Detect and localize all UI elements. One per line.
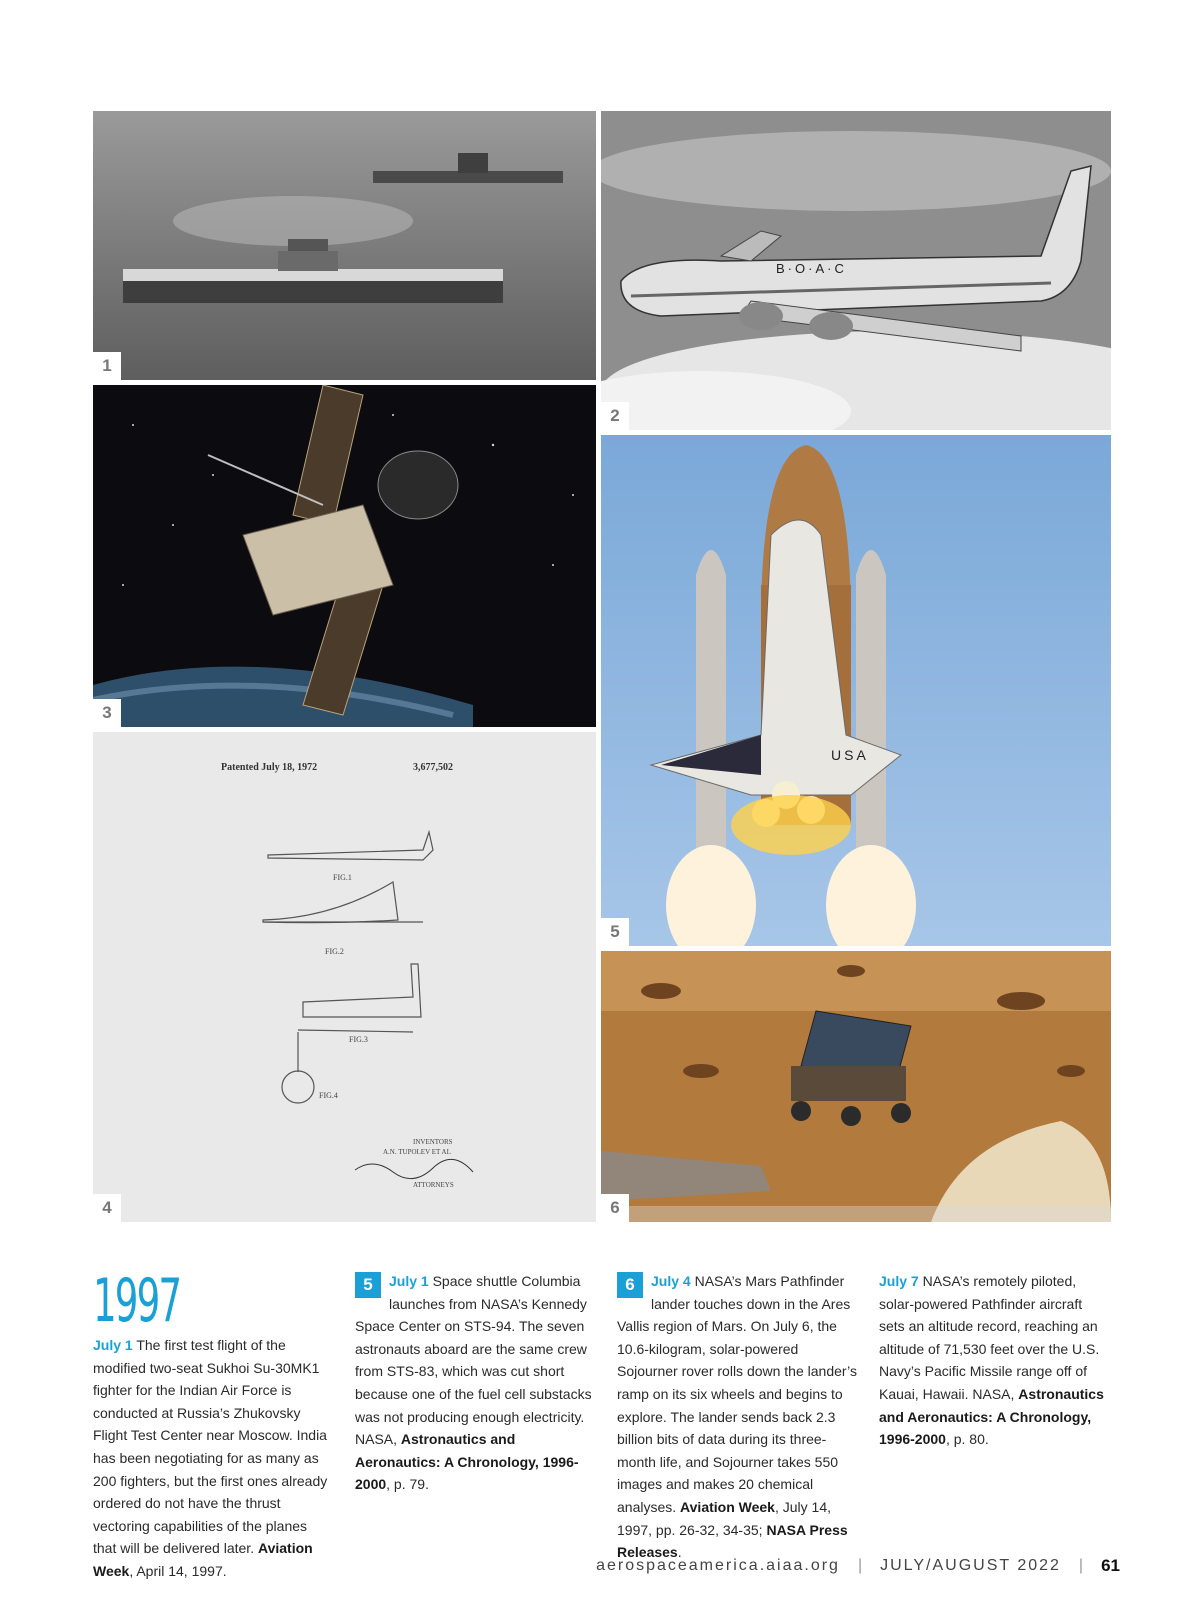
entry-source-detail: , p. 79. [386,1476,429,1493]
photo-shuttle-launch [601,435,1111,946]
patent-fig3-label: FIG.3 [349,1035,368,1044]
photo-number: 1 [93,352,121,380]
entry-text: NASA’s Mars Pathfinder lander touches down in the Ares Vallis region of Mars. On July 6, the 10.6-kilogram, solar-powered Sojourner rover rolls down the lander’s ramp on its six wheels and begins to explore. The lander sends back 2.3 billion bits of data during its three-month life, and Sojourner takes 550 images and makes 20 chemical analyses. [617,1273,857,1515]
shuttle-usa-text: USA [831,747,869,763]
photo-number: 2 [601,402,629,430]
photo-aircraft-carriers [93,111,596,380]
entry-source: Aviation Week [93,1540,313,1579]
entry-source: Astronautics and Aeronautics: A Chronology, 1996-2000 [355,1431,579,1493]
entry-text: Space shuttle Columbia launches from NASA’s Kennedy Space Center on STS-94. The seven astronauts aboard are the same crew from STS-83, which was cut short because one of the fuel cell substacks was not producing enough electricity. NASA, [355,1273,592,1448]
entry-date: July 7 [879,1273,919,1289]
photo-satellite-in-orbit [93,385,596,727]
photo-reference-badge: 5 [355,1272,381,1298]
article-column-3 [617,1270,857,1564]
entry-july-1-columbia [355,1270,595,1496]
entry-date: July 4 [651,1273,691,1289]
entry-july-4-pathfinder [617,1270,857,1564]
entry-source: Astronautics and Aeronautics: A Chronology, 1996-2000 [879,1385,1104,1448]
photo-boac-airliner [601,111,1111,430]
photo-number: 5 [601,918,629,946]
entry-source-detail: , April 14, 1997. [129,1562,227,1579]
aircraft-livery-text: B·O·A·C [776,261,847,276]
photo-number: 3 [93,699,121,727]
footer-separator: | [857,1557,863,1574]
patent-date: Patented July 18, 1972 [221,762,318,773]
patent-number: 3,677,502 [413,762,453,773]
patent-inventors-label: INVENTORS [413,1138,453,1146]
photo-number: 4 [93,1194,121,1222]
footer-separator: | [1078,1557,1084,1574]
entry-date: July 1 [93,1337,133,1353]
entry-source-detail: , July 14, 1997, pp. 26-32, 34-35; [617,1498,831,1538]
year-heading: 1997 [93,1266,181,1336]
footer-site-url: aerospaceamerica.aiaa.org [596,1557,840,1574]
patent-inventor-names: A.N. TUPOLEV ET AL [383,1148,451,1156]
entry-july-1-sukhoi [93,1334,333,1583]
article-column-2 [355,1270,595,1496]
entry-date: July 1 [389,1273,429,1289]
entry-source-2-detail: . [677,1544,682,1561]
photo-reference-badge: 6 [617,1272,643,1298]
patent-fig4-label: FIG.4 [319,1091,338,1100]
patent-fig2-label: FIG.2 [325,947,344,956]
photo-patent-drawing [93,732,596,1222]
patent-attorneys-label: ATTORNEYS [413,1181,454,1189]
entry-source: Aviation Week [680,1498,775,1515]
article-column-1 [93,1266,333,1583]
footer-issue-date: JULY/AUGUST 2022 [880,1557,1061,1574]
entry-source-detail: , p. 80. [945,1431,989,1448]
photo-mars-rover [601,951,1111,1222]
page-footer [596,1556,1120,1576]
photo-number: 6 [601,1194,629,1222]
entry-july-7-solar-aircraft [879,1270,1111,1451]
article-column-4 [879,1270,1111,1451]
entry-text: NASA’s remotely piloted, solar-powered Pathfinder aircraft sets an altitude record, reaching an altitude of 71,530 feet over the U.S. Navy’s Pacific Missile range off of Kauai, Hawaii. NASA, [879,1273,1100,1402]
entry-text: The first test flight of the modified two-seat Sukhoi Su-30MK1 fighter for the Indian Air Force is conducted at Russia’s Zhukovsky Flight Test Center near Moscow. India has been negotiating for as many as 200 fighters, but the first ones already ordered do not have the thrust vectoring capabilities of the planes that will be delivered later. [93,1337,328,1557]
patent-fig1-label: FIG.1 [333,873,352,882]
entry-source-2: NASA Press Releases [617,1521,848,1561]
page-number: 61 [1101,1556,1120,1575]
